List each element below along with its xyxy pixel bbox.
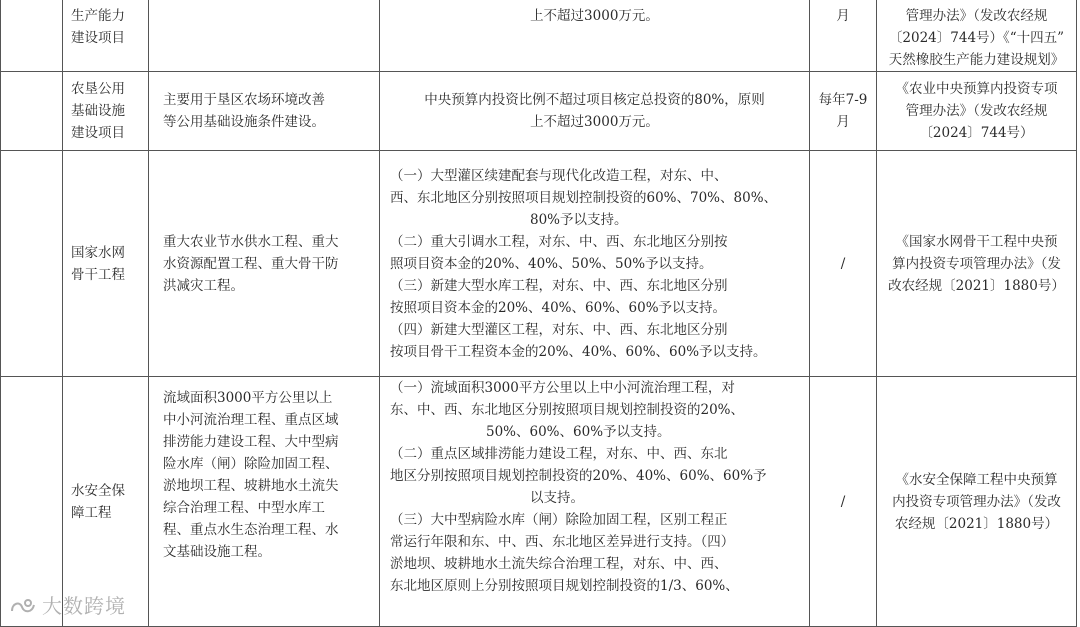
time-cell: / bbox=[810, 151, 877, 377]
blank-cell bbox=[1, 72, 63, 151]
blank-cell bbox=[1, 0, 63, 72]
investment-cell: 中央预算内投资比例不超过项目核定总投资的80%，原则 上不超过3000万元。 bbox=[380, 72, 810, 151]
blank-cell bbox=[1, 151, 63, 377]
basis-cell: 管理办法》（发改农经规 〔2024〕744号）《“十四五” 天然橡胶生产能力建设规划》 bbox=[877, 0, 1077, 72]
watermark-logo-icon bbox=[8, 597, 38, 619]
investment-cell: 上不超过3000万元。 bbox=[380, 0, 810, 72]
basis-cell: 《国家水网骨干工程中央预 算内投资专项管理办法》（发 改农经规〔2021〕1880号） bbox=[877, 151, 1077, 377]
basis-cell: 《农业中央预算内投资专项 管理办法》（发改农经规 〔2024〕744号） bbox=[877, 72, 1077, 151]
category-cell: 农垦公用 基础设施 建设项目 bbox=[63, 72, 149, 151]
investment-cell: （一）流域面积3000平方公里以上中小河流治理工程，对 东、中、西、东北地区分别按照项目规划控制投资的20%、 50%、60%、60%予以支持。 （二）重点区域排涝能力建设工程，对东、中、西、东北 地区分别按照项目规划控制投资的20%、40%、60%、60%予 以支持。 （三）大中型病险水库（闸）除险加固工程，区别工程正 常运行年限和东、中、西、东北地区差异进行支持。（四） 淤地坝、坡耕地水土流失综合治理工程，对东、中、西、 东北地区原则上分别按照项目规划控制投资的1/3、60%、 bbox=[380, 377, 810, 627]
scope-cell bbox=[149, 0, 380, 72]
scope-cell: 主要用于垦区农场环境改善 等公用基础设施条件建设。 bbox=[149, 72, 380, 151]
category-cell: 水安全保 障工程 bbox=[63, 377, 149, 627]
time-cell: / bbox=[810, 377, 877, 627]
investment-cell: （一）大型灌区续建配套与现代化改造工程，对东、中、 西、东北地区分别按照项目规划控制投资的60%、70%、80%、 80%予以支持。 （二）重大引调水工程，对东、中、西、东北地区分别按 照项目资本金的20%、40%、50%、50%予以支持。 （三）新建大型水库工程，对东、中、西、东北地区分别 按照项目资本金的20%、40%、60%、60%予以支持。 （四）新建大型灌区工程，对东、中、西、东北地区分别 按项目骨干工程资本金的20%、40%、60%、60%予以支持。 bbox=[380, 151, 810, 377]
blank-cell bbox=[1, 377, 63, 627]
category-cell: 生产能力 建设项目 bbox=[63, 0, 149, 72]
basis-cell: 《水安全保障工程中央预算 内投资专项管理办法》（发改 农经规〔2021〕1880号） bbox=[877, 377, 1077, 627]
table-row bbox=[1, 72, 1077, 151]
time-cell: 月 bbox=[810, 0, 877, 72]
watermark: 大数跨境 bbox=[8, 590, 126, 619]
table-row bbox=[1, 0, 1077, 72]
table-row bbox=[1, 151, 1077, 377]
scope-cell: 流域面积3000平方公里以上 中小河流治理工程、重点区域 排涝能力建设工程、大中型病 险水库（闸）除险加固工程、 淤地坝工程、坡耕地水土流失 综合治理工程、中型水库工 程、重点水生态治理工程、水 文基础设施工程。 bbox=[149, 377, 380, 627]
scope-cell: 重大农业节水供水工程、重大 水资源配置工程、重大骨干防 洪减灾工程。 bbox=[149, 151, 380, 377]
time-cell: 每年7-9 月 bbox=[810, 72, 877, 151]
table-row bbox=[1, 377, 1077, 627]
category-cell: 国家水网 骨干工程 bbox=[63, 151, 149, 377]
